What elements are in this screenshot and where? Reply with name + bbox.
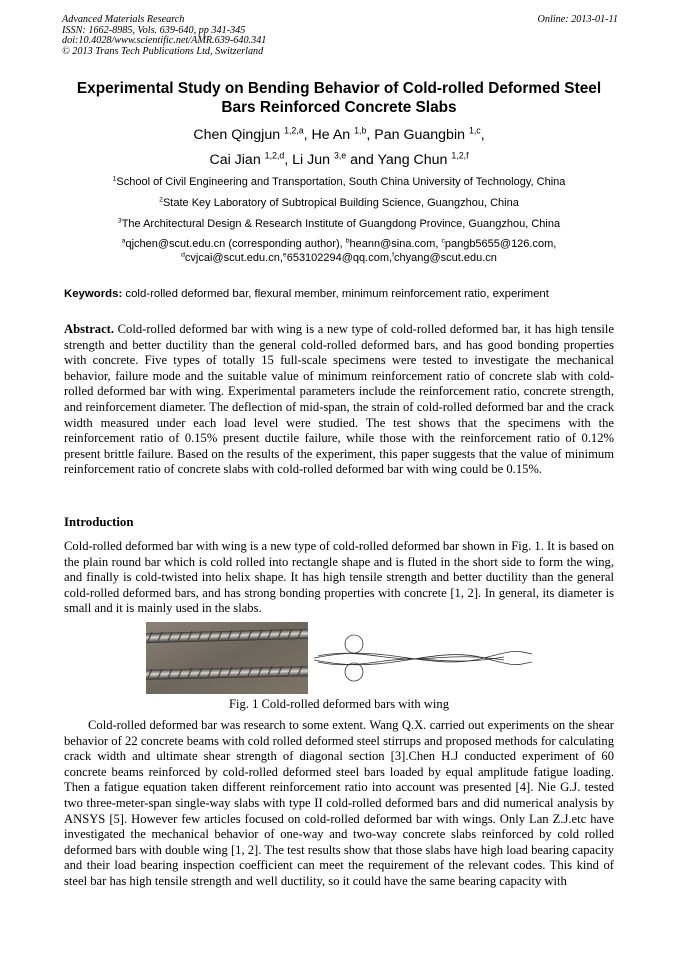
journal-name: Advanced Materials Research	[62, 14, 185, 25]
intro-paragraph-2: Cold-rolled deformed bar was research to some extent. Wang Q.X. carried out experiments on the shear behavior of 22 concrete beams with cold rolled deformed steel stirrups and proposed methods for calculating crack width and ultimate shear strength of diagonal section [3].Chen H.J conducted experiment of 60 concrete beams reinforced by cold-rolled deformed steel bars loaded by equal amplitude fatigue loading. Then a fatigue equation taken different reinforcement ratio into account was presented [4]. Nie G.J. tested two three-meter-span single-way slabs with type II cold-rolled deformed bars and did numerical analysis by ANSYS [5]. However few articles focused on cold-rolled deformed bar with wings. Only Lan Z.J.etc have investigated the mechanical behavior of one-way and two-way concrete slabs reinforced by cold rolled deformed bars with double wing [1, 2]. The test results show that those slabs have high load bearing capacity and their load bearing inspection coefficient can meet the requirement of the relevant codes. This kind of steel bar has high tensile strength and well ductility, so it could have the same bearing capacity with	[64, 718, 614, 888]
author-name: Chen Qingjun	[193, 127, 281, 143]
author-sep: ,	[366, 127, 375, 143]
author-sep: ,	[480, 127, 485, 143]
email-sup: c	[441, 237, 445, 245]
author-sup: 1,2,f	[451, 150, 469, 161]
author-name: Li Jun	[292, 152, 330, 168]
keywords	[64, 288, 624, 300]
copyright-line: © 2013 Trans Tech Publications Ltd, Switzerland	[62, 45, 264, 57]
bar-photo-graphic	[146, 622, 308, 694]
journal-header	[62, 15, 618, 57]
author-sep: ,	[303, 127, 312, 143]
email-sup: f	[392, 251, 394, 259]
section-heading-introduction: Introduction	[64, 515, 134, 529]
intro-paragraph-1: Cold-rolled deformed bar with wing is a new type of cold-rolled deformed bar shown in Fig. 1. It is based on the plain round bar which is cold rolled into rectangle shape and is fluted in the short side to form the wing, and finally is cold-twisted into helix shape. It has high tensile strength and better ductility than the general cold-rolled deformed bars, and has strong bonding properties with concrete [1, 2]. In general, its diameter is small and it is mainly used in the slabs.	[64, 539, 614, 616]
issn-line: ISSN: 1662-8985, Vols. 639-640, pp 341-345	[62, 24, 246, 36]
author-line-2	[40, 148, 638, 173]
email-sup: a	[121, 237, 126, 245]
title-line-1: Experimental Study on Bending Behavior of Cold-rolled Deformed Steel	[76, 80, 602, 97]
affiliation-3	[30, 218, 648, 231]
author-sep: and	[346, 152, 378, 168]
figure-photo-twisted-bars	[146, 622, 308, 694]
email-a[interactable]: qjchen@scut.edu.cn (corresponding author),	[125, 238, 346, 250]
email-b[interactable]: heann@sina.com,	[349, 238, 442, 250]
affiliation-2	[30, 197, 648, 210]
author-sep: ,	[284, 152, 293, 168]
author-sup: 1,b	[354, 125, 367, 136]
email-line-1	[30, 238, 648, 251]
figure-caption: Fig. 1 Cold-rolled deformed bars with wing	[228, 697, 449, 711]
author-sup: 1,2,d	[264, 150, 285, 161]
author-name: Yang Chun	[377, 152, 448, 168]
email-d[interactable]: cvjcai@scut.edu.cn,	[184, 252, 283, 264]
email-sup: e	[282, 251, 287, 259]
affiliation-sup: 3	[117, 217, 122, 225]
doi-line[interactable]: doi:10.4028/www.scientific.net/AMR.639-640.341	[62, 35, 267, 47]
title-line-2: Bars Reinforced Concrete Slabs	[221, 98, 457, 116]
email-line-2	[30, 252, 648, 265]
affiliation-text: The Architectural Design & Research Institute of Guangdong Province, Guangzhou, China	[121, 218, 561, 230]
abstract-text: Cold-rolled deformed bar with wing is a new type of cold-rolled deformed bar, it has high tensile strength and better ductility than the general cold-rolled deformed bars, and has good bonding properties with concrete. Five types of totally 15 full-scale specimens were tested to investigate the mechanical behavior, failure mode and the suitable value of minimum reinforcement ratio of concrete slab with cold-rolled deformed bar with wing. Experimental parameters include the reinforcement ratio, concrete strength, and reinforcement diameter. The deflection of mid-span, the strain of cold-rolled deformed bar and the crack width measured under each load level were studied. The test shows that the specimens with the reinforcement ratio of 0.15% present ductile failure, while those with the reinforcement ratio of 0.12% present brittle failure. Based on the results of the experiment, this paper suggests that the value of minimum reinforcement ratio of concrete slabs with cold-rolled deformed bar with wing could be 0.15%.	[64, 322, 614, 477]
affiliation-text: State Key Laboratory of Subtropical Building Science, Guangzhou, China	[162, 197, 519, 209]
author-sup: 1,c	[468, 125, 481, 136]
keywords-label: Keywords:	[64, 288, 123, 300]
keywords-text: cold-rolled deformed bar, flexural member, minimum reinforcement ratio, experiment	[122, 288, 549, 300]
affiliation-sup: 2	[159, 196, 163, 204]
email-e[interactable]: 653102294@qq.com,	[286, 252, 393, 264]
figure-line-drawing	[314, 626, 532, 692]
email-sup: b	[345, 237, 350, 245]
email-f[interactable]: chyang@scut.edu.cn	[393, 252, 497, 264]
paper-title	[40, 80, 638, 117]
author-name: Cai Jian	[209, 152, 261, 168]
author-name: Pan Guangbin	[374, 127, 465, 143]
email-c[interactable]: pangb5655@126.com,	[444, 238, 557, 250]
author-list	[40, 123, 638, 173]
bar-schematic-graphic	[314, 626, 532, 692]
author-line-1	[40, 123, 638, 148]
email-sup: d	[181, 251, 185, 259]
online-date: Online: 2013-01-11	[537, 14, 618, 25]
abstract	[64, 322, 614, 478]
author-sup: 1,2,a	[284, 125, 304, 136]
affiliation-1	[30, 176, 648, 189]
author-sup: 3,e	[333, 150, 347, 161]
abstract-label: Abstract.	[64, 322, 115, 336]
affiliation-text: School of Civil Engineering and Transportation, South China University of Technology, China	[116, 176, 566, 188]
affiliation-sup: 1	[112, 175, 117, 183]
author-name: He An	[311, 127, 351, 143]
